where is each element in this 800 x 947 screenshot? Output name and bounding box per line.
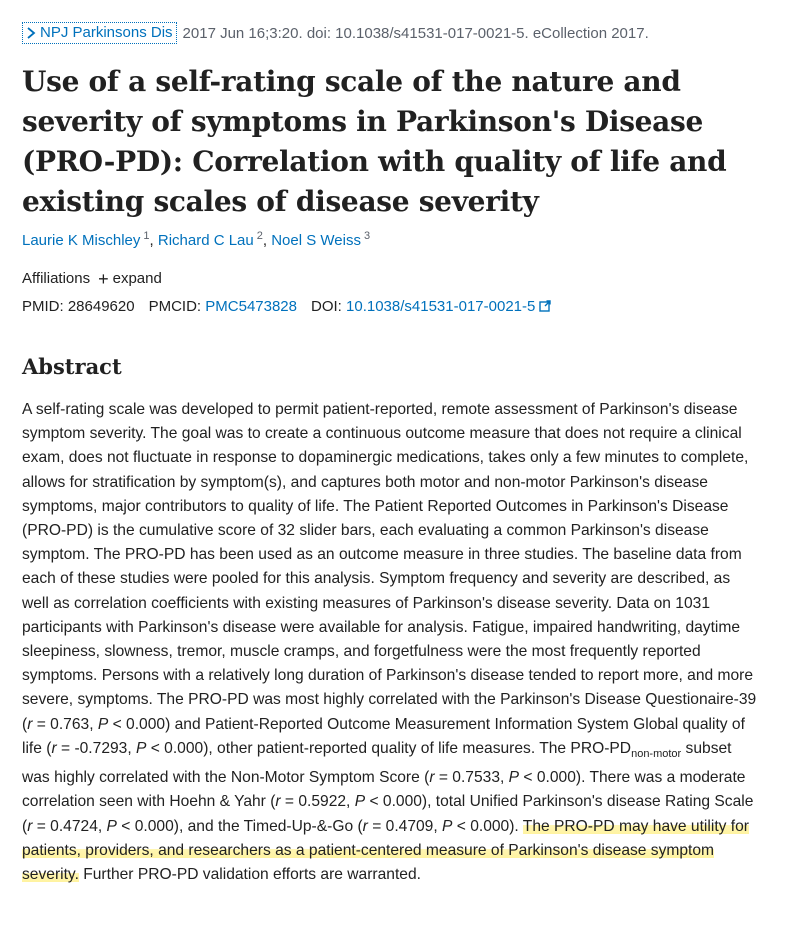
- pmcid-label: PMCID:: [148, 298, 202, 315]
- citation-details: 2017 Jun 16;3:20. doi: 10.1038/s41531-017-0021-5. eCollection 2017.: [182, 24, 649, 42]
- identifiers-row: [22, 298, 551, 315]
- author-link-1[interactable]: Laurie K Mischley: [22, 232, 141, 249]
- journal-name: NPJ Parkinsons Dis: [40, 24, 173, 41]
- author-affiliation-3[interactable]: 3: [363, 230, 371, 242]
- chevron-right-icon: [26, 27, 36, 39]
- pmcid-link[interactable]: PMC5473828: [205, 298, 297, 315]
- doi-link[interactable]: [346, 298, 551, 315]
- author-list: Laurie K Mischley $^1$, Richard C Lau $^2$, Noel S Weiss $^3$: [22, 230, 371, 249]
- pmid-value: 28649620: [67, 298, 135, 315]
- pmcid: [149, 298, 297, 315]
- affiliations-label: Affiliations: [22, 270, 91, 287]
- citation-row: [22, 22, 778, 44]
- expand-label: expand: [112, 270, 162, 287]
- journal-link[interactable]: [22, 22, 177, 44]
- external-link-icon: [539, 300, 551, 312]
- plus-icon: +: [98, 268, 109, 289]
- highlighted-sentence: The PRO-PD may have utility for patients, providers, and researchers as a patient-centered measure of Parkinson's disease symptom severity.: [22, 817, 749, 883]
- doi-label: DOI:: [311, 298, 342, 315]
- author-link-2[interactable]: Richard C Lau: [157, 232, 254, 249]
- article-title: Use of a self-rating scale of the nature and severity of symptoms in Parkinson's Disease (PRO-PD): Correlation with quality of life and existing scales of disease severity: [22, 65, 727, 218]
- abstract-text: A self-rating scale was developed to permit patient-reported, remote assessment of Parkinson's disease symptom severity. The goal was to create a continuous outcome measure that does not require a clinical exam, does not fluctuate in response to dopaminergic medications, takes only a few minutes to complete, allows for stratification by symptom(s), and captures both motor and non-motor Parkinson's disease symptoms, major contributors to quality of life. The Patient Reported Outcomes in Parkinson's Disease (PRO-PD) is the cumulative score of 32 slider bars, each evaluating a common Parkinson's disease symptom. The PRO-PD has been used as an outcome measure in three studies. The baseline data from each of these studies were pooled for this analysis. Symptom frequency and severity are described, as well as correlation coefficients with existing measures of Parkinson's disease severity. Data on 1031 participants with Parkinson's disease were available for analysis. Fatigue, impaired handwriting, daytime sleepiness, slowness, tremor, muscle cramps, and forgetfulness were the most frequently reported symptoms. Persons with a relatively long duration of Parkinson's disease tended to report more, and more severe, symptoms. The PRO-PD was most highly correlated with the Parkinson's Disease Questionaire-39 (r = 0.763, P < 0.000) and Patient-Reported Outcome Measurement Information System Global quality of life (r = -0.7293, P < 0.000), other patient-reported quality of life measures. The PRO-$PD_{non-motor}$ subset was highly correlated with the Non-Motor Symptom Score (r = 0.7533, P < 0.000). There was a moderate correlation seen with Hoehn & Yahr (r = 0.5922, P < 0.000), total Unified Parkinson's disease Rating Scale (r = 0.4724, P < 0.000), and the Timed-Up-&-Go (r = 0.4709, P < 0.000). The PRO-PD may have utility for patients, providers, and researchers as a patient-centered measure of Parkinson's disease symptom severity. Further PRO-PD validation efforts are warranted.: [22, 401, 757, 883]
- author-affiliation-2[interactable]: 2: [256, 230, 263, 242]
- affiliations-row: [22, 270, 162, 287]
- author-link-3[interactable]: Noel S Weiss: [271, 232, 361, 249]
- doi-value: 10.1038/s41531-017-0021-5: [346, 298, 536, 315]
- doi: [311, 298, 551, 315]
- abstract-heading: Abstract: [22, 354, 122, 379]
- pmid-label: PMID:: [22, 298, 64, 315]
- author-affiliation-1[interactable]: 1: [143, 230, 150, 242]
- pmid: [22, 298, 135, 315]
- expand-affiliations-button[interactable]: [98, 270, 162, 287]
